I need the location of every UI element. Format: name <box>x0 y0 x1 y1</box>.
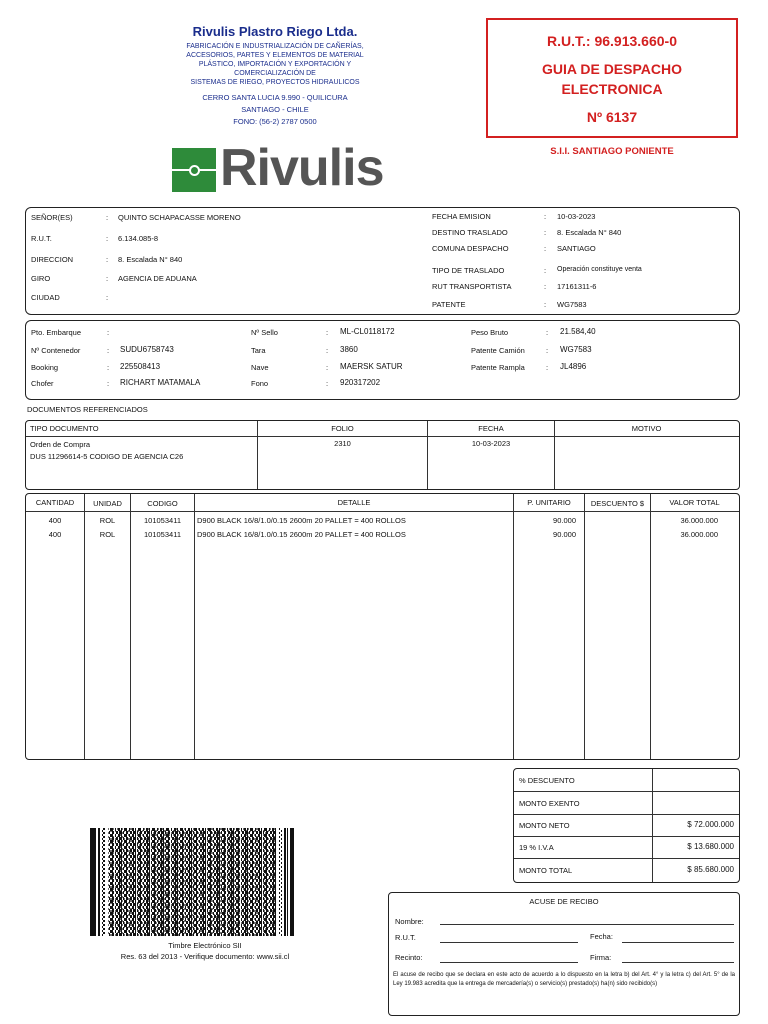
receipt-name-label: Nombre: <box>395 917 424 926</box>
client-field-label: RUT TRANSPORTISTA <box>432 282 512 291</box>
row-total: 36.000.000 <box>680 530 718 539</box>
document-type-2: ELECTRONICA <box>561 81 663 97</box>
pdf417-barcode-icon <box>90 828 294 936</box>
receipt-rut-label: R.U.T. <box>395 933 416 942</box>
company-desc-line: COMERCIALIZACIÓN DE <box>234 70 316 77</box>
document-type: GUIA DE DESPACHO <box>541 61 682 77</box>
transport-label: Patente Rampla <box>471 363 525 372</box>
table-row <box>26 530 738 542</box>
row-codigo: 101053411 <box>144 530 181 539</box>
document-id-box <box>486 18 738 138</box>
ref-date: 10-03-2023 <box>471 439 511 448</box>
vessel: MAERSK SATUR <box>340 362 403 371</box>
client-field: GIRO <box>31 274 51 283</box>
transport-label: Tara <box>251 346 266 355</box>
row-cantidad: 400 <box>48 516 62 525</box>
client-name: QUINTO SCHAPACASSE MORENO <box>118 213 241 222</box>
tare: 3860 <box>340 345 358 354</box>
receipt-signature-field[interactable] <box>622 962 734 963</box>
row-unitario: 90.000 <box>553 516 576 525</box>
issuer-rut: R.U.T.: 96.913.660-0 <box>547 33 677 49</box>
dispatch-comuna: SANTIAGO <box>557 244 596 253</box>
company-block <box>150 24 400 128</box>
transport-label: Nº Contenedor <box>31 346 81 355</box>
col-header-unitario: P. UNITARIO <box>527 498 571 507</box>
seal-number: ML-CL0118172 <box>340 327 395 336</box>
rivulis-logo-icon <box>172 148 216 192</box>
stamp-line: Res. 63 del 2013 - Verifique documento: www.sii.cl <box>120 952 290 961</box>
carrier-rut: 17161311-6 <box>557 282 597 291</box>
company-phone: FONO: (56-2) 2787 0500 <box>233 117 317 126</box>
company-address: CERRO SANTA LUCIA 9.990 - QUILICURA <box>202 93 348 102</box>
client-field-label: FECHA EMISION <box>432 212 491 221</box>
receipt-acknowledgment <box>388 892 740 1016</box>
col-header-total: VALOR TOTAL <box>669 498 720 507</box>
phone: 920317202 <box>340 378 381 387</box>
col-header-detalle: DETALLE <box>337 498 371 507</box>
sii-office: S.I.I. SANTIAGO PONIENTE <box>550 146 674 157</box>
exempt-label: MONTO EXENTO <box>519 799 580 808</box>
transport-label: Fono <box>251 379 269 388</box>
receipt-legal-text: El acuse de recibo que se declara en este acto de acuerdo a lo dispuesto en la letra b) del Art. 4° y la letra c) del Art. 5° de la Ley 19.983 acredita que la entrega de mercadería(s) o servicio(s) prestado(s) ha(n) sido recibido(s) <box>393 972 735 987</box>
receipt-place-field[interactable] <box>440 962 578 963</box>
receipt-rut-field[interactable] <box>440 942 578 943</box>
client-field: DIRECCION <box>31 255 74 264</box>
ref-doc-type-line: Orden de Compra <box>30 440 91 449</box>
company-desc-line: ACCESORIOS, PARTES Y ELEMENTOS DE MATERIAL <box>186 52 364 59</box>
client-field-label: COMUNA DESPACHO <box>432 244 509 253</box>
receipt-title: ACUSE DE RECIBO <box>529 897 599 906</box>
company-desc-line: FABRICACIÓN E INDUSTRIALIZACIÓN DE CAÑERÍAS, <box>186 43 364 50</box>
company-description <box>150 42 400 87</box>
transport-label: Nº Sello <box>251 328 278 337</box>
row-detalle: D900 BLACK 16/8/1.0/0.15 2600m 20 PALLET = 400 ROLLOS <box>197 516 406 525</box>
row-total: 36.000.000 <box>680 516 718 525</box>
driver: RICHART MATAMALA <box>120 378 201 387</box>
document-number: Nº 6137 <box>586 109 638 125</box>
client-field-label: PATENTE <box>432 300 466 309</box>
net-value: $ 72.000.000 <box>687 820 734 829</box>
transport-label: Booking <box>31 363 59 372</box>
table-row <box>26 516 738 528</box>
gross-weight: 21.584,40 <box>560 327 596 336</box>
transport-label: Nave <box>251 363 269 372</box>
client-rut: 6.134.085-8 <box>118 234 159 243</box>
row-detalle: D900 BLACK 16/8/1.0/0.15 2600m 20 PALLET = 400 ROLLOS <box>197 530 406 539</box>
plate: WG7583 <box>557 300 587 309</box>
destination: 8. Escalada N° 840 <box>557 228 622 237</box>
row-unitario: 90.000 <box>553 530 576 539</box>
client-field: CIUDAD <box>31 293 60 302</box>
ref-folio: 2310 <box>334 439 351 448</box>
vat-value: $ 13.680.000 <box>687 842 734 851</box>
client-field: SEÑOR(ES) <box>31 213 73 222</box>
net-label: MONTO NETO <box>519 821 570 830</box>
booking: 225508413 <box>120 362 161 371</box>
company-city: SANTIAGO - CHILE <box>241 105 309 114</box>
client-giro: AGENCIA DE ADUANA <box>118 274 197 283</box>
company-desc-line: SISTEMAS DE RIEGO, PROYECTOS HIDRAULICOS <box>190 79 360 86</box>
ref-header-fecha: FECHA <box>478 424 504 433</box>
company-name: Rivulis Plastro Riego Ltda. <box>192 24 358 39</box>
client-address: 8. Escalada N° 840 <box>118 255 183 264</box>
row-codigo: 101053411 <box>144 516 181 525</box>
transport-label: Peso Bruto <box>471 328 509 337</box>
stamp-caption <box>80 940 330 962</box>
receipt-name-field[interactable] <box>440 924 734 925</box>
ref-doc-type-line: DUS 11296614-5 CODIGO DE AGENCIA C26 <box>30 452 184 461</box>
col-header-cantidad: CANTIDAD <box>35 498 75 507</box>
vat-label: 19 % I.V.A <box>519 843 554 852</box>
total-value: $ 85.680.000 <box>687 865 734 874</box>
container-number: SUDU6758743 <box>120 345 174 354</box>
ref-header-tipo: TIPO DOCUMENTO <box>30 424 99 433</box>
receipt-date-field[interactable] <box>622 942 734 943</box>
col-header-unidad: UNIDAD <box>93 499 122 508</box>
receipt-place-label: Recinto: <box>395 953 423 962</box>
client-field: R.U.T. <box>31 234 52 243</box>
row-unidad: ROL <box>99 530 116 539</box>
ref-doc-type <box>30 439 183 463</box>
company-desc-line: PLÁSTICO, IMPORTACIÓN Y EXPORTACIÓN Y <box>198 61 352 68</box>
client-field-label: DESTINO TRASLADO <box>432 228 508 237</box>
trailer-plate: JL4896 <box>560 362 587 371</box>
truck-plate: WG7583 <box>560 345 592 354</box>
ref-header-motivo: MOTIVO <box>631 424 662 433</box>
stamp-line: Timbre Electrónico SII <box>168 941 242 950</box>
receipt-date-label: Fecha: <box>590 932 613 941</box>
total-label: MONTO TOTAL <box>519 866 573 875</box>
transport-label: Patente Camión <box>471 346 525 355</box>
row-cantidad: 400 <box>48 530 62 539</box>
transport-label: Pto. Embarque <box>31 328 82 337</box>
transfer-type: Operación constituye venta <box>557 266 642 273</box>
col-header-codigo: CODIGO <box>147 499 178 508</box>
receipt-signature-label: Firma: <box>590 953 612 962</box>
references-title: DOCUMENTOS REFERENCIADOS <box>27 405 148 414</box>
transport-label: Chofer <box>31 379 54 388</box>
discount-label: % DESCUENTO <box>519 776 575 785</box>
row-unidad: ROL <box>99 516 116 525</box>
ref-header-folio: FOLIO <box>331 424 354 433</box>
logo-wordmark: Rivulis <box>220 139 384 197</box>
col-header-descuento: DESCUENTO $ <box>590 499 645 508</box>
issue-date: 10-03-2023 <box>557 212 596 221</box>
client-field-label: TIPO DE TRASLADO <box>432 266 505 275</box>
